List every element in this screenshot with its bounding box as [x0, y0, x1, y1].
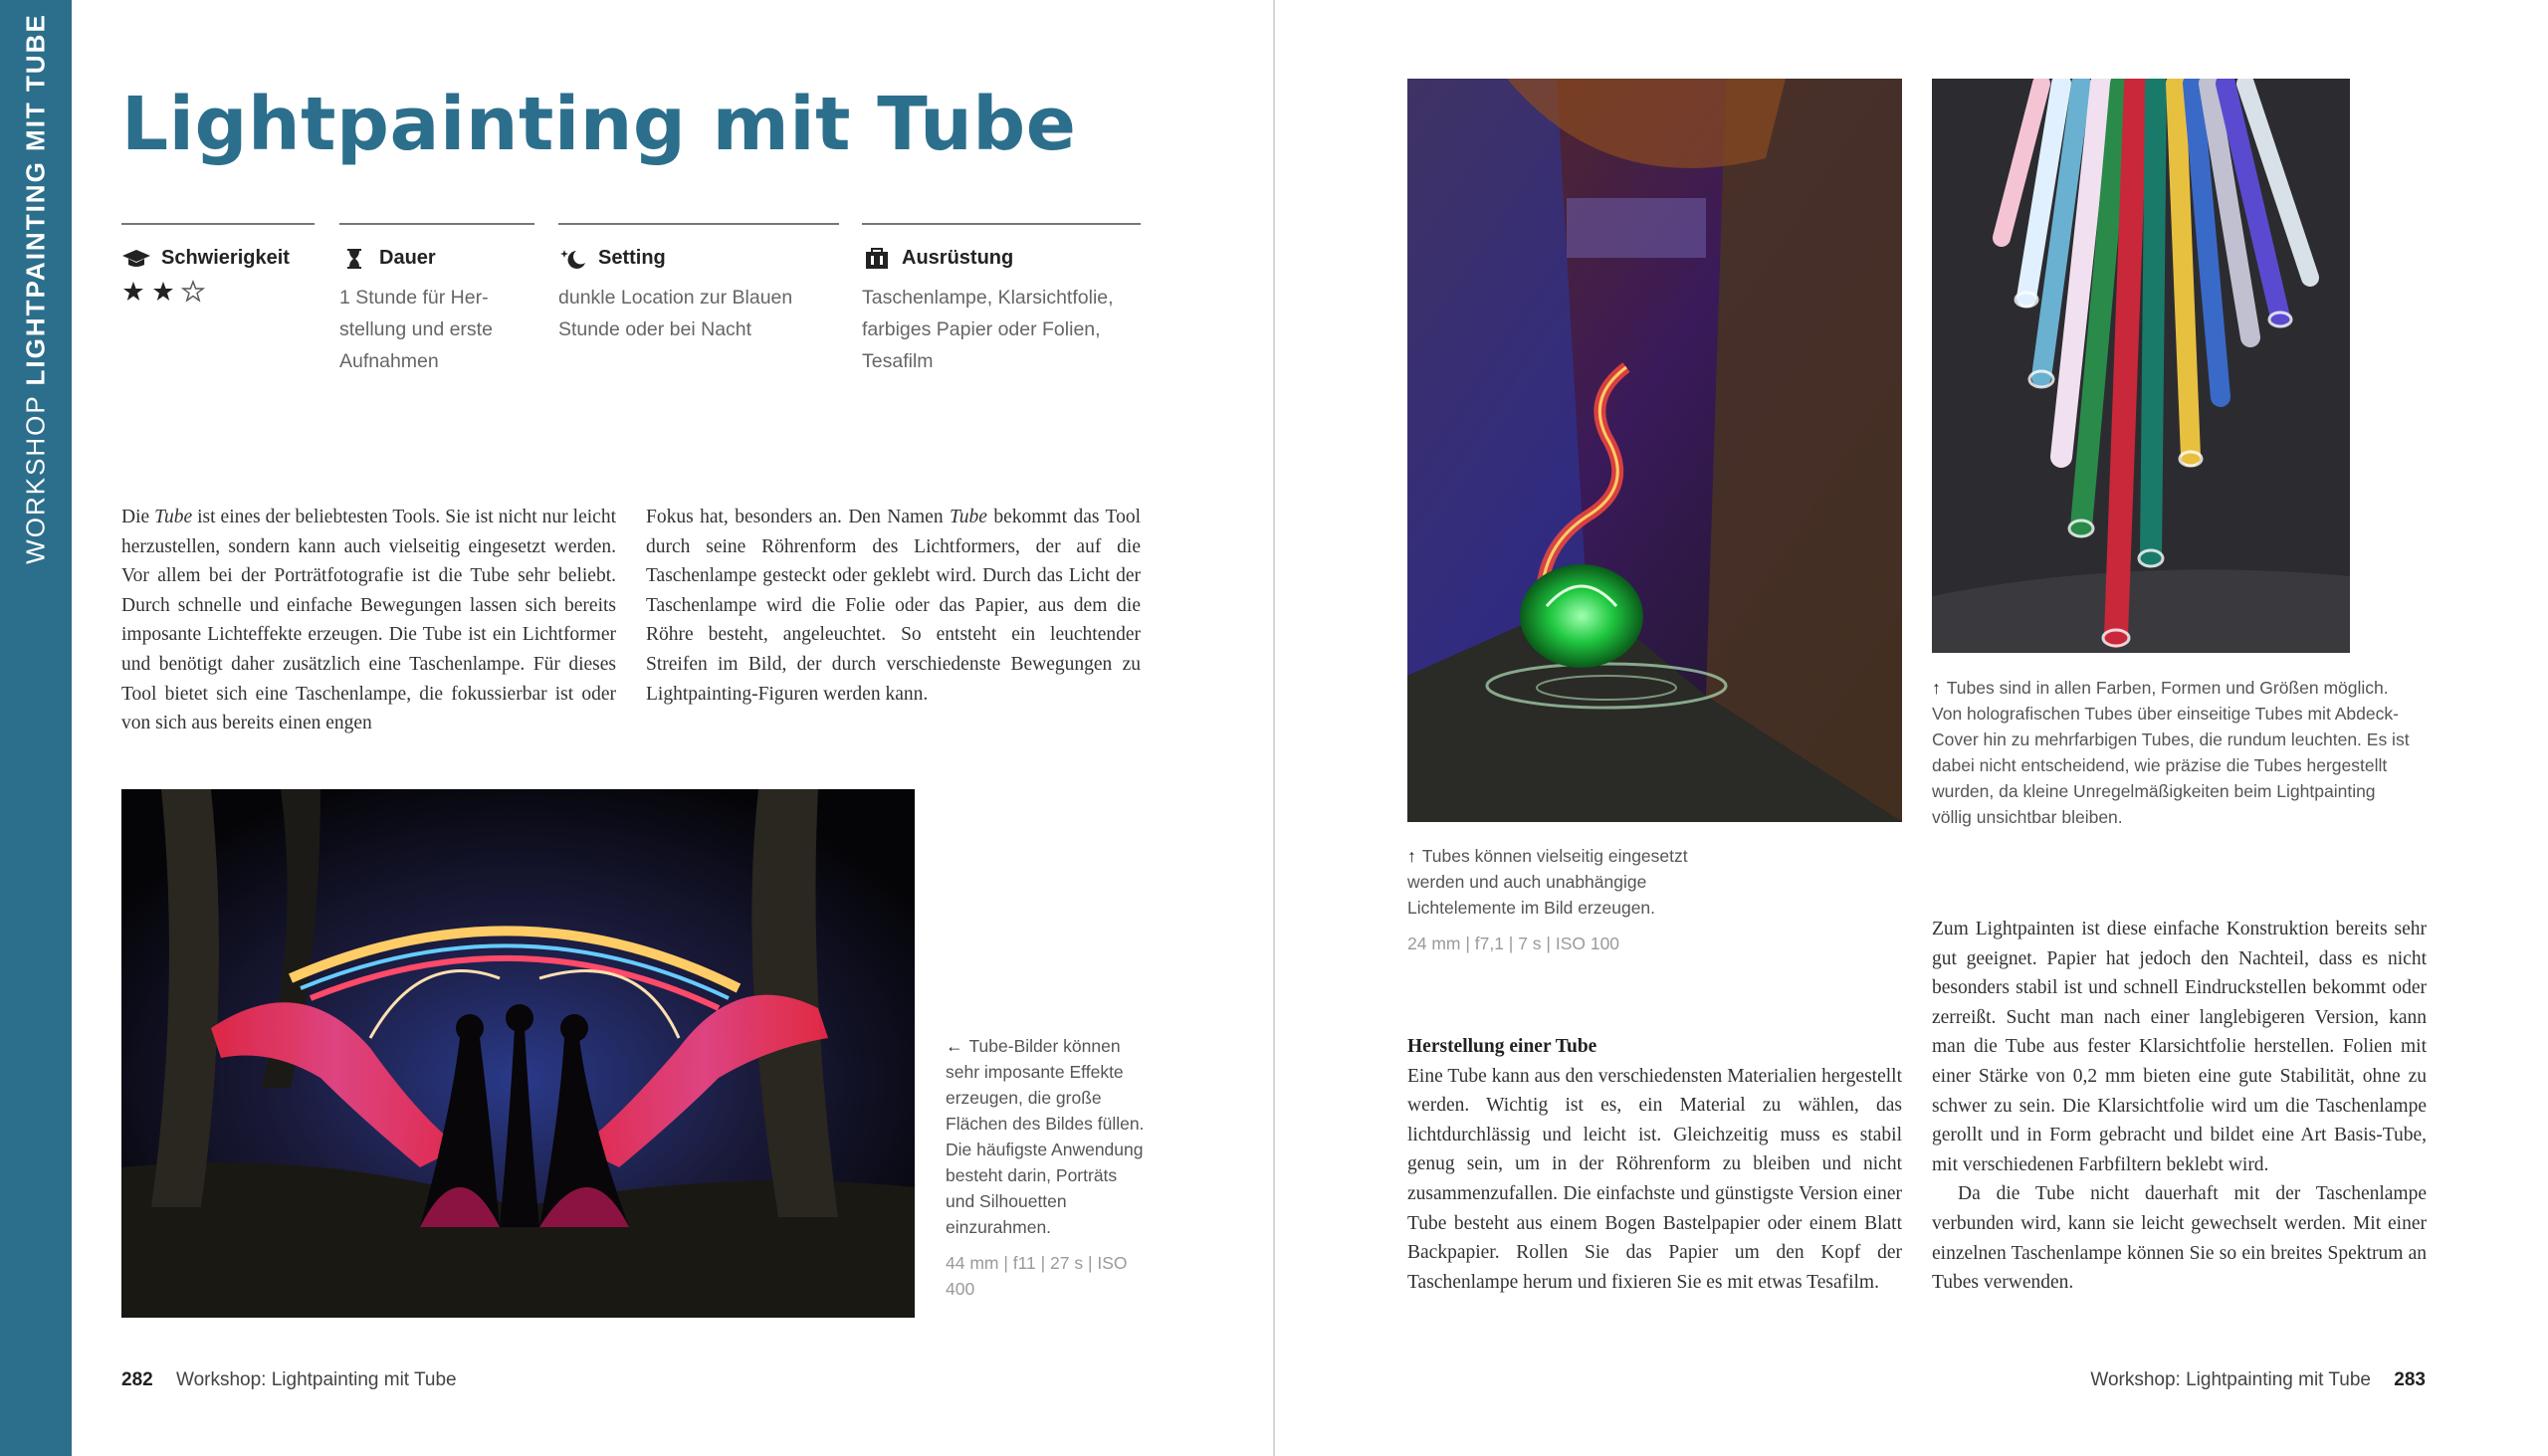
difficulty-stars — [121, 280, 315, 304]
side-tab — [0, 0, 72, 1456]
photo-silhouettes-tube-arc — [121, 789, 915, 1318]
side-tab-title: LIGHTPAINTING MIT TUBE — [20, 13, 51, 386]
footer-right-text: Workshop: Lightpainting mit Tube — [2090, 1369, 2372, 1390]
page-title: Lightpainting mit Tube — [121, 82, 1077, 167]
info-equipment — [862, 223, 1141, 377]
info-difficulty-head — [121, 247, 315, 270]
toolbox-icon — [862, 248, 892, 270]
info-duration — [339, 223, 534, 377]
info-equipment-line: Tesafilm — [862, 350, 934, 372]
section-production-text: Eine Tube kann aus den verschiedensten Materialien hergestellt werden. Wichtig ist es, ein Material zu wählen, das lichtdurchlässig und leicht ist. Gleichzeitig muss es stabil genug sein, um in der Röhrenform zu bleiben und nicht zusammenzufallen. Die einfachste und günstigste Version einer Tube besteht aus einem Bogen Bastelpapier oder einem Blatt Backpapier. Rollen Sie das Papier um den Kopf der Taschenlampe herum und fixieren Sie es mit etwas Tesafilm. — [1407, 1065, 1902, 1293]
caption-right — [1932, 675, 2420, 830]
star-empty-icon — [181, 280, 205, 304]
moon-stars-icon — [558, 248, 588, 270]
page-number-left: 282 — [121, 1369, 153, 1390]
section-right-paragraph-1: Zum Lightpainten ist diese einfache Konstruktion bereits sehr gut geeignet. Papier hat jedoch den Nachteil, dass es nicht besonders stabil ist und schnell Eindruckstellen bekommt oder zerreißt. Sucht man nach einer langlebigeren Version, kann man die Tube aus fester Klarsichtfolie herstellen. Folien mit einer Stärke von 0,2 mm bieten eine gute Stabilität, ohne zu schwer zu sein. Die Klarsichtfolie wird um die Taschenlampe gerollt und in Form gebracht und bildet eine Art Basis-Tube, mit verschiedenen Farbfiltern beklebt wird. — [1932, 919, 2427, 1175]
intro-col1-rest: ist eines der beliebtesten Tools. Sie ist nicht nur leicht herzustellen, sondern kann auch vielseitig eingesetzt werden. Vor allem bei der Porträtfotografie ist die Tube sehr beliebt. Durch schnelle und einfache Bewegungen lassen sich bereits imposante Lichteffekte erzeugen. Die Tube ist ein Lichtformer und benötigt daher zusätzlich eine Taschenlampe. Für dieses Tool bietet sich eine Taschenlampe, die fokussierbar ist oder von sich aus bereits einen engen — [121, 507, 616, 734]
footer-left-text: Workshop: Lightpainting mit Tube — [175, 1369, 457, 1390]
info-duration-head — [339, 247, 534, 270]
star-filled-icon — [121, 280, 145, 304]
info-duration-text — [339, 282, 534, 377]
caption-middle-text: Tubes können vielseitig eingesetzt werden und auch unabhängige Lichtelemente im Bild erzeugen. — [1407, 846, 1688, 918]
footer-right — [2090, 1369, 2426, 1391]
intro-col2-em: Tube — [950, 507, 987, 527]
info-duration-line: 1 Stunde für Her- — [339, 287, 489, 309]
section-right-column — [1932, 915, 2427, 1298]
info-equipment-head — [862, 247, 1141, 270]
info-difficulty-label: Schwierigkeit — [161, 247, 290, 269]
star-filled-icon — [151, 280, 175, 304]
page-number-right: 283 — [2394, 1369, 2426, 1390]
arrow-up-icon: ↑ — [1407, 846, 1416, 866]
intro-column-2 — [646, 503, 1141, 709]
arrow-up-icon: ↑ — [1932, 678, 1941, 698]
info-setting — [558, 223, 839, 345]
hourglass-icon — [339, 248, 369, 270]
caption-middle-exif: 24 mm | f7,1 | 7 s | ISO 100 — [1407, 934, 1620, 953]
photo-colored-tubes — [1932, 79, 2350, 653]
intro-col2-start: Fokus hat, besonders an. Den Namen — [646, 507, 950, 527]
arrow-left-icon: ← — [946, 1036, 963, 1056]
info-setting-line: dunkle Location zur Blauen — [558, 287, 793, 309]
caption-middle — [1407, 843, 1736, 956]
info-setting-line: Stunde oder bei Nacht — [558, 318, 752, 340]
info-setting-head — [558, 247, 839, 270]
intro-col1-em: Tube — [154, 507, 193, 527]
info-equipment-line: Taschenlampe, Klarsichtfolie, — [862, 287, 1114, 309]
caption-right-text: Tubes sind in allen Farben, Formen und Größen möglich. Von holografischen Tubes über einseitige Tubes mit Abdeck-Cover hin zu mehrfarbigen Tubes, die rundum leuchten. Es ist dabei nicht entscheidend, wie präzise die Tubes hergestellt wurden, da kleine Unregelmäßigkeiten beim Lightpainting völlig unsichtbar bleiben. — [1932, 678, 2410, 827]
footer-left — [121, 1369, 457, 1391]
info-equipment-label: Ausrüstung — [902, 247, 1014, 269]
caption-left-exif: 44 mm | f11 | 27 s | ISO 400 — [946, 1253, 1128, 1299]
info-equipment-text — [862, 282, 1141, 377]
intro-column-1 — [121, 503, 616, 738]
side-tab-label — [21, 13, 52, 564]
section-production — [1407, 1032, 1902, 1297]
section-heading: Herstellung einer Tube — [1407, 1036, 1597, 1057]
info-setting-text — [558, 282, 839, 345]
info-duration-label: Dauer — [379, 247, 436, 269]
photo-tunnel-green-tube — [1407, 79, 1902, 822]
caption-left — [946, 1033, 1145, 1302]
info-setting-label: Setting — [598, 247, 666, 269]
info-equipment-line: farbiges Papier oder Folien, — [862, 318, 1101, 340]
page-gutter — [1273, 0, 1275, 1456]
intro-col1-start: Die — [121, 507, 155, 527]
info-difficulty — [121, 223, 315, 304]
intro-col2-rest: bekommt das Tool durch seine Röhrenform des Lichtformers, der auf die Taschenlampe gesteckt oder geklebt wird. Durch das Licht der Taschenlampe wird die Folie oder das Papier, aus dem die Röhre besteht, angeleuchtet. So entsteht ein leuchtender Streifen im Bild, der durch verschiedenste Bewegungen zu Lightpainting-Figuren werden kann. — [646, 507, 1141, 705]
side-tab-prefix: WORKSHOP — [20, 394, 51, 564]
info-duration-line: stellung und erste — [339, 318, 493, 340]
caption-left-text: Tube-Bilder können sehr imposante Effekte erzeugen, die große Flächen des Bildes füllen. Die häufigste Anwendung besteht darin, Porträts und Silhouetten einzurahmen. — [946, 1036, 1145, 1237]
info-duration-line: Aufnahmen — [339, 350, 439, 372]
section-right-paragraph-2: Da die Tube nicht dauerhaft mit der Taschenlampe verbunden wird, kann sie leicht gewechselt werden. Mit einer einzelnen Taschenlampe können Sie so ein breites Spektrum an Tubes verwenden. — [1932, 1183, 2427, 1294]
graduation-cap-icon — [121, 248, 151, 270]
